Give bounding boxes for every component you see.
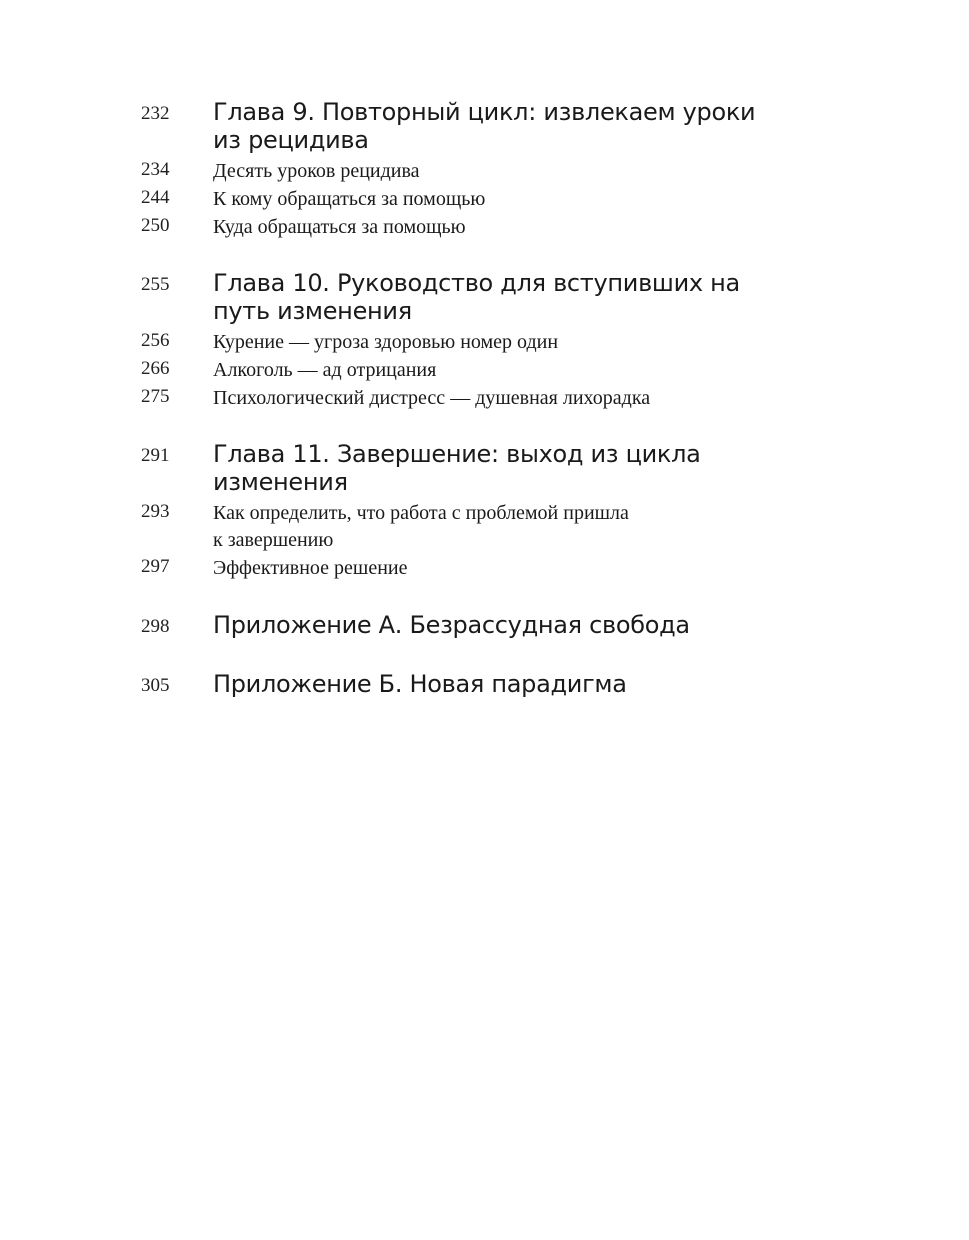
page-number: 250	[141, 215, 170, 236]
page-number: 293	[141, 501, 170, 522]
page-number: 232	[141, 103, 170, 124]
page-number: 244	[141, 187, 170, 208]
page-number: 305	[141, 675, 170, 696]
page-number: 275	[141, 386, 170, 407]
section-title: Психологический дистресс — душевная лихорадка	[213, 387, 651, 409]
page-number: 291	[141, 445, 170, 466]
section-title: Как определить, что работа с проблемой пришла к завершению	[213, 502, 629, 551]
section-title: Курение — угроза здоровью номер один	[213, 331, 559, 353]
appendix-title: Приложение Б. Новая парадигма	[213, 670, 627, 698]
chapter-title: Глава 10. Руководство для вступивших на путь изменения	[213, 269, 740, 325]
appendix-title: Приложение А. Безрассудная свобода	[213, 611, 690, 639]
page-number: 297	[141, 556, 170, 577]
page-number: 266	[141, 358, 170, 379]
section-title: Эффективное решение	[213, 557, 408, 579]
section-title: Десять уроков рецидива	[213, 160, 420, 182]
page-number: 234	[141, 159, 170, 180]
section-title: К кому обращаться за помощью	[213, 188, 486, 210]
section-title: Алкоголь — ад отрицания	[213, 359, 437, 381]
section-title: Куда обращаться за помощью	[213, 216, 466, 238]
page-number: 298	[141, 616, 170, 637]
page-number: 255	[141, 274, 170, 295]
page-number: 256	[141, 330, 170, 351]
chapter-title: Глава 9. Повторный цикл: извлекаем уроки из рецидива	[213, 98, 756, 154]
chapter-title: Глава 11. Завершение: выход из цикла изменения	[213, 440, 701, 496]
